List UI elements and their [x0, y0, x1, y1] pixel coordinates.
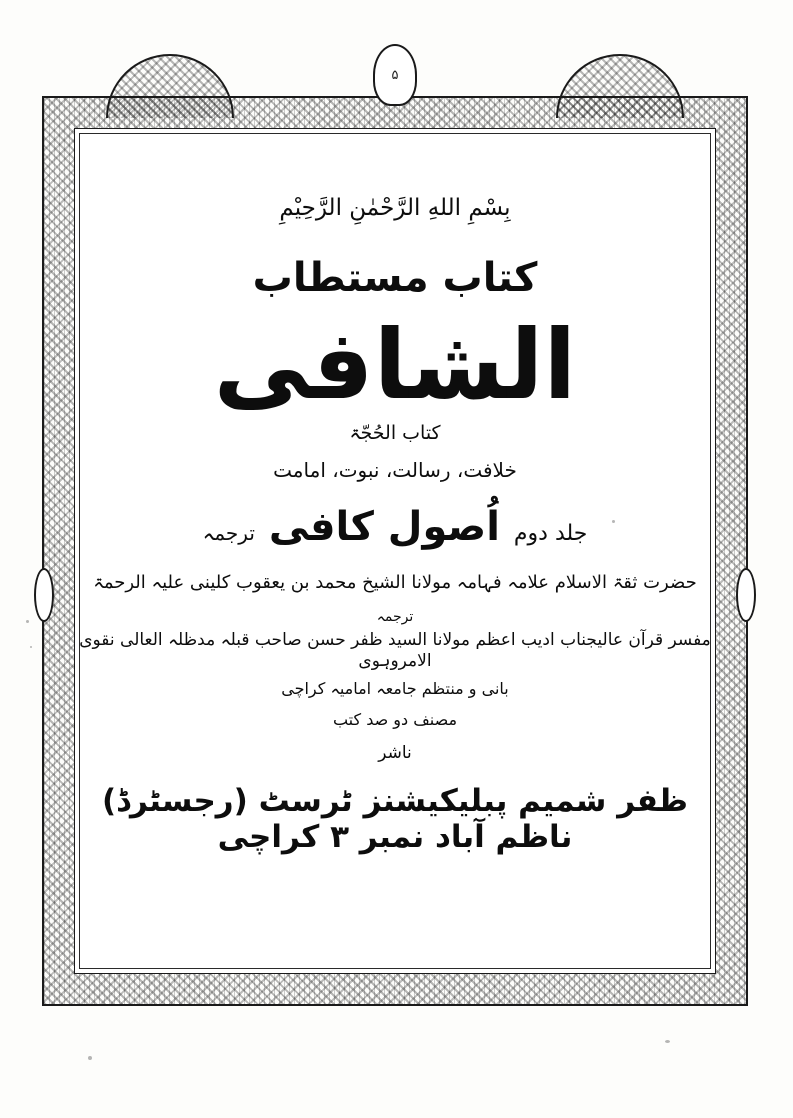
- arch-ornament-left: [106, 54, 234, 118]
- translator-label: ترجمہ: [376, 608, 414, 625]
- translation-volume: جلد دوم: [513, 520, 588, 546]
- pre-title-text: کتاب مستطاب: [252, 255, 538, 301]
- medallion-glyph: ۵: [391, 67, 399, 83]
- side-ornament-right: [736, 568, 756, 622]
- sub-title-text: کتاب الحُجّۃ: [349, 421, 441, 444]
- translation-label: ترجمہ: [202, 520, 255, 545]
- publisher-name: ظفر شمیم پبلیکیشنز ٹرسٹ (رجسٹرڈ) ناظم آباد نمبر ۳ کراچی: [101, 782, 688, 855]
- translation-title-row: [75, 504, 715, 550]
- subjects-text: خلافت، رسالت، نبوت، امامت: [273, 457, 517, 482]
- decorative-border-frame: [42, 67, 748, 1006]
- side-ornament-left: [34, 568, 54, 622]
- scan-speck: [88, 1056, 92, 1060]
- basmala-text: بِسْمِ اللهِ الرَّحْمٰنِ الرَّحِيْمِ: [279, 195, 511, 221]
- translator-affiliation: بانی و منتظم جامعہ امامیہ کراچی: [281, 678, 509, 698]
- scan-speck: [30, 646, 32, 648]
- translation-title: اُصول کافی: [268, 503, 500, 550]
- title-content: [75, 129, 715, 855]
- compiled-works-note: مصنف دو صد کتب: [332, 709, 458, 729]
- arch-ornament-right: [556, 54, 684, 118]
- author-text: حضرت ثقۃ الاسلام علامہ فہامہ مولانا الشیخ محمد بن یعقوب کلینی علیہ الرحمۃ: [93, 571, 697, 593]
- inner-text-panel: [74, 128, 716, 974]
- scan-speck: [26, 620, 29, 623]
- scan-speck: [665, 1040, 670, 1043]
- medallion-ornament: [373, 44, 417, 106]
- main-title-text: الشافی: [213, 309, 577, 421]
- scan-speck: [612, 520, 615, 523]
- translator-name: مفسر قرآن عالیجناب ادیب اعظم مولانا السید ظفر حسن صاحب قبلہ مدظلہ العالی نقوی الامروہوی: [79, 629, 711, 671]
- publisher-label: ناشر: [378, 742, 412, 763]
